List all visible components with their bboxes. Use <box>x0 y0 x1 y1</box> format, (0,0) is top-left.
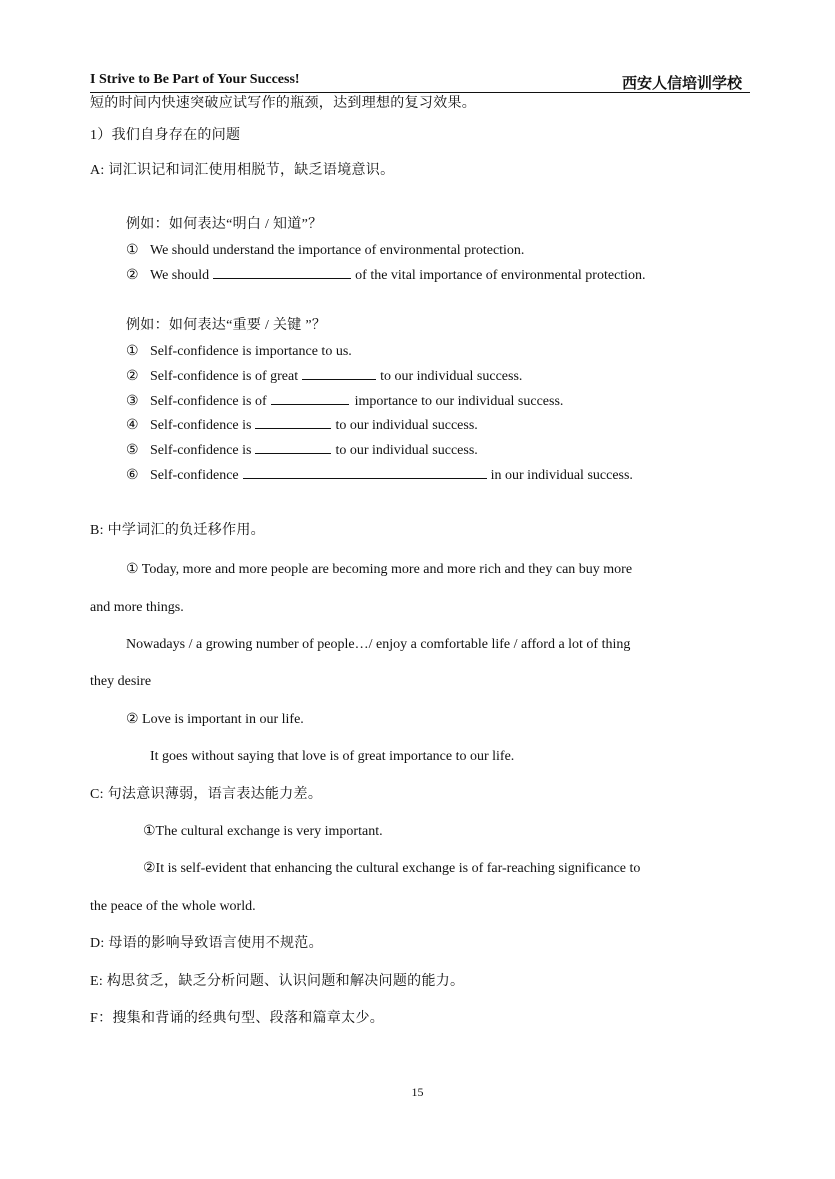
page-number: 15 <box>411 1085 424 1099</box>
item-number: ② <box>126 369 139 384</box>
item-text: to our individual success. <box>380 369 523 384</box>
paragraph-line: Nowadays / a growing number of people…/ enjoy a comfortable life / afford a lot of thing <box>126 637 631 652</box>
section-title: 1）我们自身存在的问题 <box>90 128 241 143</box>
heading-a: A: 词汇识记和词汇使用相脱节，缺乏语境意识。 <box>90 163 395 178</box>
example-2-item <box>126 416 478 435</box>
paragraph-line: It goes without saying that love is of great importance to our life. <box>150 749 515 764</box>
item-text: We should understand the importance of environmental protection. <box>150 243 525 258</box>
example-2-item <box>126 392 563 411</box>
example-2-item <box>126 441 478 460</box>
paragraph-line: and more things. <box>90 600 184 615</box>
heading-c: C: 句法意识薄弱，语言表达能力差。 <box>90 787 323 802</box>
item-number: ① <box>126 344 139 359</box>
item-text: importance to our individual success. <box>354 394 564 409</box>
paragraph-line: they desire <box>90 674 152 689</box>
example-2-item <box>126 343 352 361</box>
item-text: We should <box>150 268 210 283</box>
paragraph-line: ②It is self-evident that enhancing the cultural exchange is of far-reaching significance to <box>143 861 641 876</box>
item-text: of the vital importance of environmental protection. <box>355 268 646 283</box>
item-text: in our individual success. <box>490 468 633 483</box>
item-text: to our individual success. <box>335 443 478 458</box>
item-text: Self-confidence is importance to us. <box>150 344 352 359</box>
fill-blank <box>213 266 351 279</box>
heading-e: E: 构思贫乏，缺乏分析问题、认识问题和解决问题的能力。 <box>90 974 465 989</box>
item-number: ② <box>126 268 139 283</box>
fill-blank <box>255 416 331 429</box>
heading-f: F：搜集和背诵的经典句型、段落和篇章太少。 <box>90 1011 385 1026</box>
paragraph-line: ①The cultural exchange is very important. <box>143 824 383 839</box>
item-number: ① <box>126 243 139 258</box>
intro-line: 短的时间内快速突破应试写作的瓶颈，达到理想的复习效果。 <box>90 96 477 111</box>
paragraph-line: ① Today, more and more people are becoming more and more rich and they can buy more <box>126 562 633 577</box>
example-1-label: 例如：如何表达“明白 / 知道”？ <box>126 217 323 232</box>
item-number: ⑥ <box>126 468 139 483</box>
example-2-item <box>126 466 633 485</box>
item-text: Self-confidence is <box>150 418 252 433</box>
example-1-item <box>126 266 646 285</box>
item-text: Self-confidence is of great <box>150 369 299 384</box>
heading-d: D: 母语的影响导致语言使用不规范。 <box>90 936 323 951</box>
page-header <box>90 72 750 93</box>
item-text: to our individual success. <box>335 418 478 433</box>
fill-blank <box>243 466 487 479</box>
item-number: ④ <box>126 418 139 433</box>
item-text: Self-confidence is <box>150 443 252 458</box>
heading-b: B: 中学词汇的负迁移作用。 <box>90 523 265 538</box>
item-text: Self-confidence is of <box>150 394 267 409</box>
header-slogan: I Strive to Be Part of Your Success! <box>90 72 300 87</box>
fill-blank <box>271 392 349 405</box>
item-number: ③ <box>126 394 139 409</box>
example-1-item <box>126 242 524 260</box>
fill-blank <box>302 367 376 380</box>
fill-blank <box>255 441 331 454</box>
item-number: ⑤ <box>126 443 139 458</box>
paragraph-line: ② Love is important in our life. <box>126 712 304 727</box>
example-2-item <box>126 367 522 386</box>
header-school-name: 西安人信培训学校 <box>621 76 742 92</box>
item-text: Self-confidence <box>150 468 239 483</box>
example-2-label: 例如：如何表达“重要 / 关键 ”？ <box>126 318 327 333</box>
paragraph-line: the peace of the whole world. <box>90 899 256 914</box>
